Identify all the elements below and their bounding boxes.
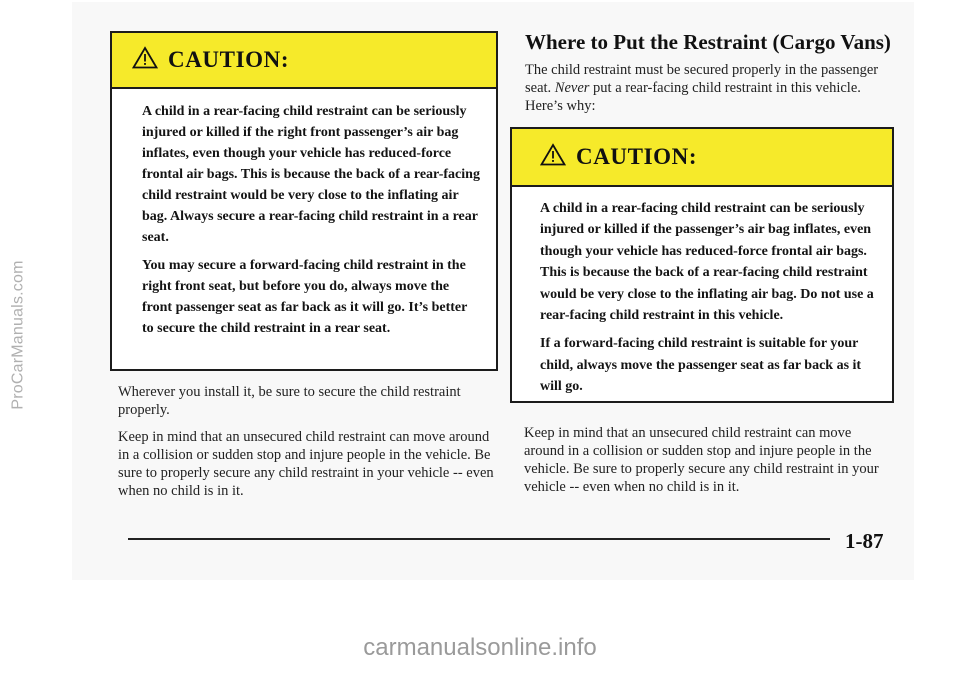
caution-paragraph: If a forward-facing child restraint is suitable for your child, always move the passenger seat as far back as it will go. xyxy=(540,336,862,395)
section-heading: Where to Put the Restraint (Cargo Vans) xyxy=(525,30,891,54)
caution-box-left xyxy=(110,31,498,371)
caution-paragraph: A child in a rear-facing child restraint can be seriously injured or killed if the passenger’s air bag inflates, even though your vehicle has reduced-force frontal air bags. This is because the back of a rear-facing child restraint would be very close to the inflating air bag. Do not use a rear-facing child restraint in this vehicle. xyxy=(540,201,874,324)
caution-title-left: CAUTION: xyxy=(168,47,290,72)
footer-rule xyxy=(128,538,830,540)
body-paragraph: Wherever you install it, be sure to secure the child restraint properly. xyxy=(118,384,461,418)
intro-emphasis: Never xyxy=(554,80,590,96)
section-intro xyxy=(525,61,891,115)
bottom-watermark: carmanualsonline.info xyxy=(363,634,597,661)
caution-body-left xyxy=(112,89,496,339)
caution-title-right: CAUTION: xyxy=(576,144,698,169)
caution-box-right xyxy=(510,127,894,403)
intro-text-before: The child restraint must be secured properly in the passenger seat. xyxy=(525,62,879,96)
caution-header-right xyxy=(512,129,892,187)
warning-triangle-icon xyxy=(132,46,158,74)
caution-header-left xyxy=(112,33,496,89)
left-body-text xyxy=(118,383,502,500)
right-body-text xyxy=(524,424,894,496)
side-watermark-text: ProCarManuals.com xyxy=(10,260,28,410)
side-watermark xyxy=(2,150,36,520)
intro-text-after: put a rear-facing child restraint in this vehicle. Here’s why: xyxy=(525,80,861,114)
body-paragraph: Keep in mind that an unsecured child restraint can move around in a collision or sudden stop and injure people in the vehicle. Be sure to properly secure any child restraint in your vehicle -- even when no child is in it. xyxy=(524,425,879,495)
caution-paragraph: A child in a rear-facing child restraint can be seriously injured or killed if the right front passenger’s air bag inflates, even though your vehicle has reduced-force frontal air bags. This is because the back of a rear-facing child restraint would be very close to the inflating air bag. Always secure a rear-facing child restraint in a rear seat. xyxy=(142,104,480,245)
body-paragraph: Keep in mind that an unsecured child restraint can move around in a collision or sudden stop and injure people in the vehicle. Be sure to properly secure any child restraint in your vehicle -- even when no child is in it. xyxy=(118,429,494,499)
caution-paragraph: You may secure a forward-facing child restraint in the right front seat, but before you do, always move the front passenger seat as far back as it will go. It’s better to secure the child restraint in a rear seat. xyxy=(142,258,468,336)
page-number: 1-87 xyxy=(845,529,884,553)
warning-triangle-icon xyxy=(540,143,566,171)
caution-body-right xyxy=(512,187,892,398)
